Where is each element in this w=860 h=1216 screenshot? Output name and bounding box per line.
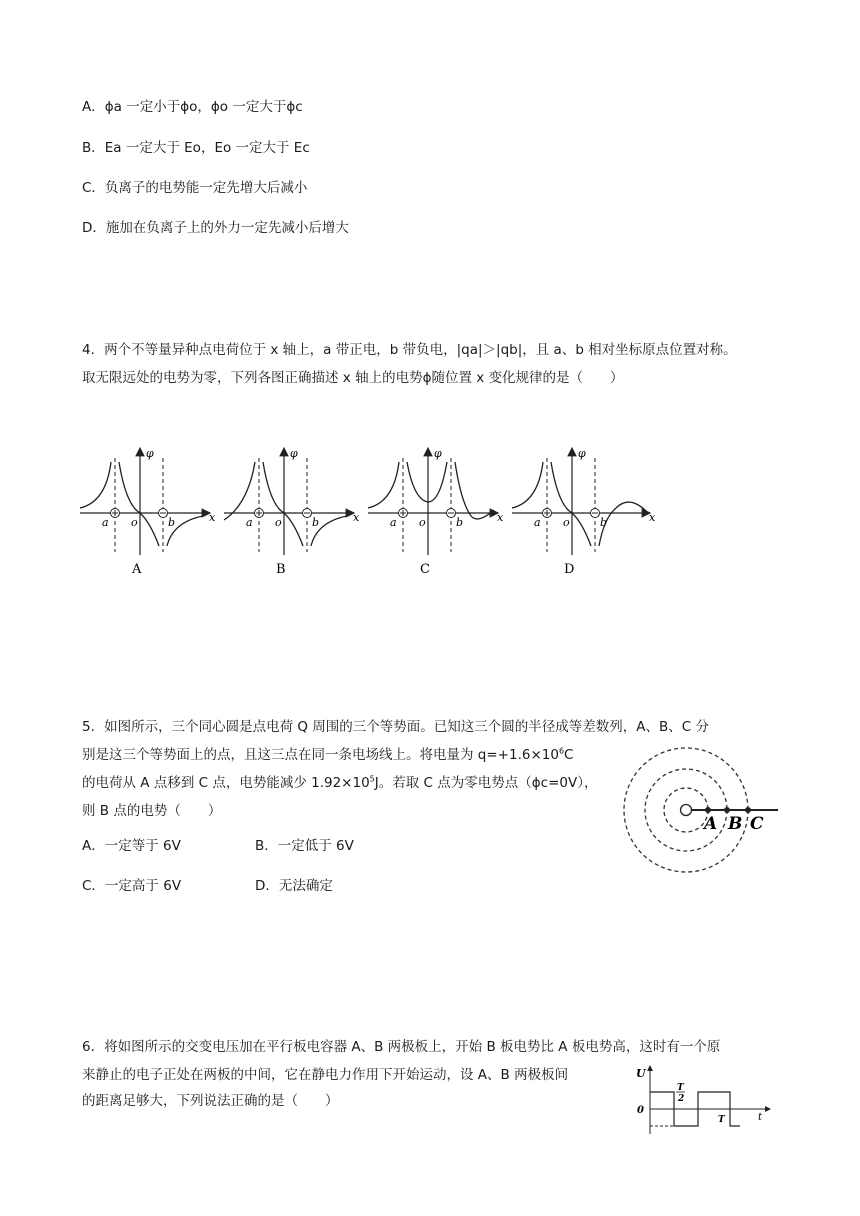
q4-graphs-figure <box>78 440 658 580</box>
point-b-label: b <box>168 516 176 529</box>
point-b-label: b <box>312 516 320 529</box>
q5-option-b <box>255 836 354 856</box>
q5-concentric-circles-figure <box>618 740 783 880</box>
option-text: 一定高于 6V <box>104 878 182 894</box>
graph-a <box>80 447 216 577</box>
option-letter: D． <box>255 878 279 894</box>
q5-stem-line2 <box>82 745 573 765</box>
option-text: 负离子的电势能一定先增大后减小 <box>104 180 308 196</box>
graph-c <box>368 447 504 577</box>
phi-axis-label: φ <box>434 447 442 460</box>
q5-stem-line3 <box>82 773 597 793</box>
q6-square-wave-figure <box>630 1062 780 1137</box>
option-text: 无法确定 <box>278 878 333 894</box>
origin-label: o <box>131 516 138 529</box>
phi-axis-label: φ <box>146 447 154 460</box>
option-text: Ea 一定大于 Eo，Eo 一定大于 Ec <box>104 140 310 156</box>
option-letter: C． <box>82 180 105 196</box>
x-axis-label: x <box>497 511 504 524</box>
point-a-label: a <box>246 516 253 529</box>
x-axis-label: x <box>209 511 216 524</box>
phi-axis-label: φ <box>578 447 586 460</box>
q5-option-a <box>82 836 181 856</box>
option-text: ϕa 一定小于ϕo，ϕo 一定大于ϕc <box>104 99 303 115</box>
option-text: 一定等于 6V <box>104 838 181 854</box>
exponent: 5 <box>369 774 375 784</box>
q3-option-d <box>82 218 349 238</box>
q5-stem-line3-text: 的电荷从 A 点移到 C 点，电势能减少 1.92×10 <box>82 775 370 791</box>
q5-stem-line3-end: J。若取 C 点为零电势点（ϕc=0V）， <box>374 775 598 791</box>
point-a-label: a <box>102 516 109 529</box>
option-letter: C． <box>82 878 105 894</box>
graph-caption: A <box>132 562 142 577</box>
option-text: 一定低于 6V <box>277 838 354 854</box>
option-letter: A． <box>82 99 105 115</box>
q6-stem-line2: 来静止的电子正处在两板的中间，它在静电力作用下开始运动，设 A、B 两极板间 <box>82 1067 569 1083</box>
origin-label: o <box>419 516 426 529</box>
point-a-label: A <box>704 814 718 834</box>
period-label: T <box>718 1115 725 1125</box>
q5-stem-line1: 5．如图所示，三个同心圆是点电荷 Q 周围的三个等势面。已知这三个圆的半径成等差数列，A、B、C 分 <box>82 719 710 735</box>
q3-option-b <box>82 138 310 158</box>
half-period-numerator: T <box>677 1083 684 1093</box>
q5-option-c <box>82 876 181 896</box>
point-b-label: b <box>600 516 608 529</box>
point-b-label: b <box>456 516 464 529</box>
q6-stem-line1: 6．将如图所示的交变电压加在平行板电容器 A、B 两极板上，开始 B 板电势比 A 板电势高，这时有一个原 <box>82 1039 721 1055</box>
option-letter: B． <box>255 838 278 854</box>
q3-option-a <box>82 97 303 117</box>
q5-stem-line4: 则 B 点的电势（ ） <box>82 803 222 819</box>
option-letter: D． <box>82 220 106 236</box>
option-letter: A． <box>82 838 105 854</box>
q6-stem-line3: 的距离足够大，下列说法正确的是（ ） <box>82 1093 339 1109</box>
graph-caption: C <box>420 562 430 577</box>
x-axis-label: x <box>353 511 360 524</box>
phi-axis-label: φ <box>290 447 298 460</box>
point-c-label: C <box>750 814 764 834</box>
origin-label: o <box>275 516 282 529</box>
unit: C <box>564 747 574 763</box>
point-a-label: a <box>390 516 397 529</box>
point-a-label: a <box>534 516 541 529</box>
graph-caption: D <box>564 562 575 577</box>
option-letter: B． <box>82 140 105 156</box>
graph-b <box>224 447 360 577</box>
graph-d <box>512 447 656 577</box>
x-axis-label: x <box>649 511 656 524</box>
q3-option-c <box>82 178 307 198</box>
graph-caption: B <box>276 562 286 577</box>
u-axis-label: U <box>636 1067 646 1080</box>
origin-label: o <box>563 516 570 529</box>
q5-stem-line2-text: 别是这三个等势面上的点，且这三点在同一条电场线上。将电量为 q=+1.6×10 <box>82 747 559 763</box>
q5-option-d <box>255 876 333 896</box>
q4-stem-line2: 取无限远处的电势为零，下列各图正确描述 x 轴上的电势ϕ随位置 x 变化规律的是（ ） <box>82 370 624 386</box>
point-b-label: B <box>728 814 743 834</box>
half-period-denominator: 2 <box>678 1094 685 1104</box>
exponent: 6 <box>558 746 565 756</box>
origin-label: 0 <box>637 1105 644 1116</box>
q4-stem-line1: 4．两个不等量异种点电荷位于 x 轴上，a 带正电，b 带负电，|qa|＞|qb|，且 a、b 相对坐标原点位置对称。 <box>82 342 737 358</box>
option-text: 施加在负离子上的外力一定先减小后增大 <box>105 220 349 236</box>
t-axis-label: t <box>758 1112 763 1123</box>
